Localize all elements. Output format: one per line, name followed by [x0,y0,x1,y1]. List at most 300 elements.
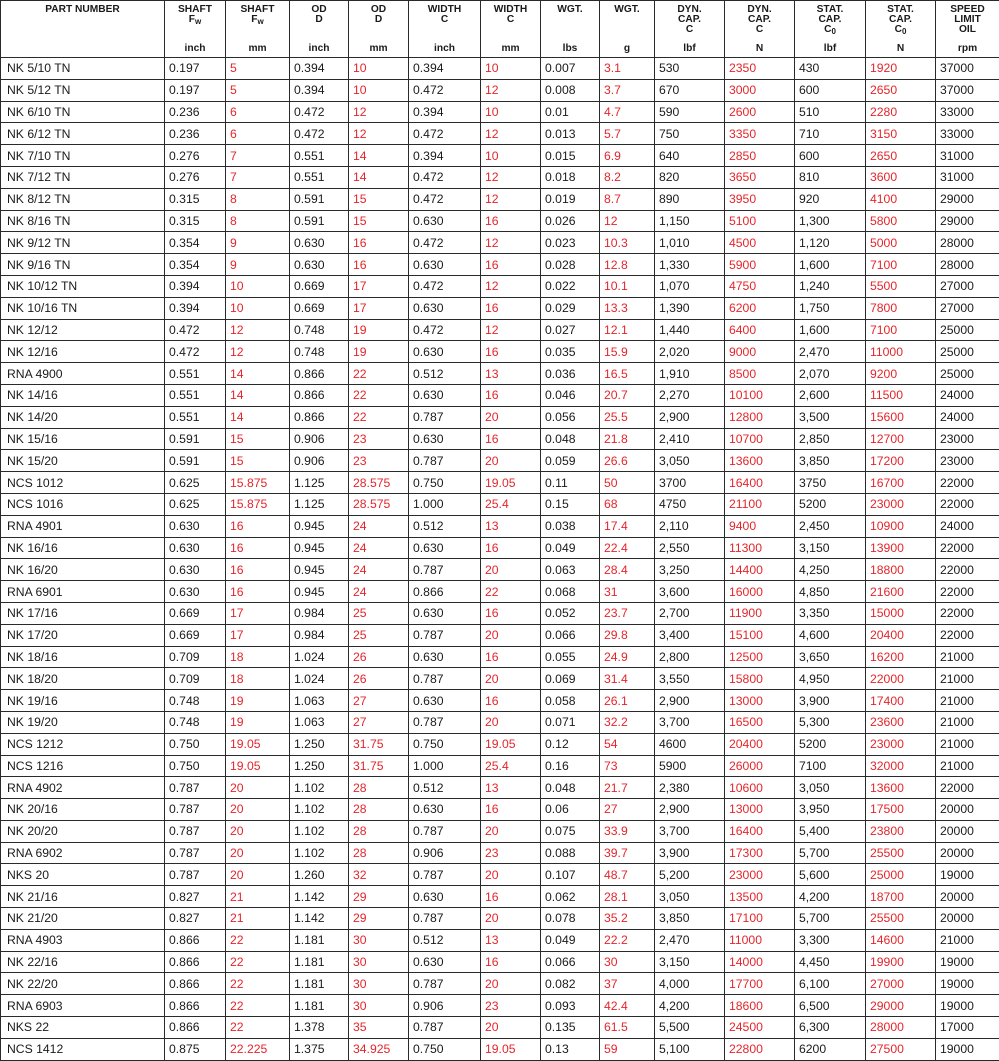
speed-limit-cell: 22000 [936,537,999,559]
speed-limit-cell: 19000 [936,951,999,973]
width-mm-cell: 20 [481,864,541,886]
part-number-cell: NK 9/12 TN [1,232,165,254]
part-number-cell: NK 18/20 [1,668,165,690]
od-mm-cell: 24 [349,581,409,603]
weight-g-cell: 23.7 [600,602,655,624]
dyn-cap-lbf-cell: 1,390 [655,297,725,319]
width-mm-cell: 13 [481,515,541,537]
stat-cap-n-cell: 13900 [866,537,936,559]
part-number-cell: RNA 6903 [1,995,165,1017]
part-number-cell: NK 5/12 TN [1,79,165,101]
dyn-cap-lbf-cell: 2,800 [655,646,725,668]
shaft-inch-cell: 0.630 [165,537,226,559]
width-inch-cell: 0.472 [409,188,481,210]
speed-limit-cell: 21000 [936,711,999,733]
od-mm-cell: 24 [349,559,409,581]
weight-g-cell: 28.1 [600,886,655,908]
shaft-inch-cell: 0.748 [165,711,226,733]
header-symbol [294,15,344,25]
header-unit: g [600,44,654,54]
dyn-cap-lbf-cell: 2,550 [655,537,725,559]
table-row [1,646,999,668]
dyn-cap-lbf-cell: 1,010 [655,232,725,254]
od-inch-cell: 0.630 [290,254,349,276]
shaft-inch-cell: 0.472 [165,319,226,341]
width-inch-cell: 0.630 [409,602,481,624]
stat-cap-lbf-cell: 2,850 [795,428,866,450]
speed-limit-cell: 24000 [936,515,999,537]
weight-lbs-cell: 0.058 [541,690,600,712]
width-mm-cell: 12 [481,123,541,145]
part-number-cell: NK 16/20 [1,559,165,581]
od-inch-cell: 1.181 [290,973,349,995]
speed-limit-cell: 24000 [936,384,999,406]
od-mm-cell: 22 [349,406,409,428]
table-row [1,929,999,951]
shaft-inch-cell: 0.472 [165,341,226,363]
speed-limit-cell: 22000 [936,493,999,515]
header-symbol [799,25,861,37]
header-unit: N [866,44,935,54]
shaft-inch-cell: 0.394 [165,275,226,297]
width-inch-cell: 0.630 [409,799,481,821]
od-inch-cell: 1.181 [290,995,349,1017]
header-unit: mm [481,44,540,54]
width-mm-cell: 16 [481,384,541,406]
width-mm-cell: 16 [481,646,541,668]
od-mm-cell: 29 [349,886,409,908]
od-mm-cell: 12 [349,123,409,145]
dyn-cap-n-cell: 3650 [725,166,795,188]
dyn-cap-n-cell: 23000 [725,864,795,886]
shaft-inch-cell: 0.827 [165,886,226,908]
speed-limit-cell: 19000 [936,864,999,886]
dyn-cap-n-cell: 10100 [725,384,795,406]
stat-cap-n-cell: 13600 [866,777,936,799]
header-unit: lbf [795,44,865,54]
speed-limit-cell: 24000 [936,406,999,428]
speed-limit-cell: 22000 [936,559,999,581]
weight-lbs-cell: 0.027 [541,319,600,341]
width-inch-cell: 0.472 [409,275,481,297]
dyn-cap-lbf-cell: 5900 [655,755,725,777]
header-label: WIDTH [485,5,536,15]
width-mm-cell: 13 [481,777,541,799]
part-number-cell: NK 15/20 [1,450,165,472]
dyn-cap-n-cell: 11000 [725,929,795,951]
part-number-cell: RNA 4903 [1,929,165,951]
weight-g-cell: 59 [600,1038,655,1060]
dyn-cap-n-cell: 17700 [725,973,795,995]
header-symbol-letter: C [756,24,763,35]
width-mm-cell: 12 [481,232,541,254]
stat-cap-lbf-cell: 600 [795,79,866,101]
table-row [1,1017,999,1039]
speed-limit-cell: 37000 [936,58,999,80]
stat-cap-lbf-cell: 4,950 [795,668,866,690]
dyn-cap-n-cell: 3350 [725,123,795,145]
shaft-inch-cell: 0.787 [165,864,226,886]
part-number-cell: NK 8/16 TN [1,210,165,232]
od-mm-cell: 10 [349,58,409,80]
shaft-inch-cell: 0.875 [165,1038,226,1060]
dyn-cap-lbf-cell: 590 [655,101,725,123]
dyn-cap-lbf-cell: 2,020 [655,341,725,363]
width-mm-cell: 12 [481,319,541,341]
dyn-cap-n-cell: 13000 [725,799,795,821]
width-mm-cell: 20 [481,908,541,930]
stat-cap-n-cell: 15600 [866,406,936,428]
table-row [1,799,999,821]
speed-limit-cell: 22000 [936,777,999,799]
speed-limit-cell: 25000 [936,319,999,341]
width-mm-cell: 20 [481,624,541,646]
stat-cap-n-cell: 3150 [866,123,936,145]
table-row [1,602,999,624]
shaft-inch-cell: 0.315 [165,188,226,210]
shaft-mm-cell: 22.225 [226,1038,290,1060]
dyn-cap-lbf-cell: 820 [655,166,725,188]
dyn-cap-n-cell: 9000 [725,341,795,363]
shaft-mm-cell: 15 [226,450,290,472]
header-symbol-subscript: w [195,17,201,26]
stat-cap-lbf-cell: 5,700 [795,842,866,864]
part-number-cell: NK 20/16 [1,799,165,821]
stat-cap-n-cell: 7100 [866,254,936,276]
header-unit: inch [409,44,480,54]
od-inch-cell: 1.125 [290,493,349,515]
od-mm-cell: 17 [349,297,409,319]
dyn-cap-lbf-cell: 2,380 [655,777,725,799]
shaft-mm-cell: 5 [226,79,290,101]
od-inch-cell: 1.102 [290,799,349,821]
header-label: STAT. [870,5,931,15]
od-inch-cell: 1.250 [290,755,349,777]
width-mm-cell: 16 [481,602,541,624]
weight-g-cell: 73 [600,755,655,777]
shaft-mm-cell: 16 [226,559,290,581]
od-mm-cell: 31.75 [349,755,409,777]
weight-lbs-cell: 0.019 [541,188,600,210]
header-symbol-letter: D [315,14,322,25]
dyn-cap-n-cell: 11300 [725,537,795,559]
shaft-mm-cell: 16 [226,537,290,559]
stat-cap-n-cell: 25500 [866,908,936,930]
dyn-cap-n-cell: 10600 [725,777,795,799]
weight-lbs-cell: 0.055 [541,646,600,668]
width-mm-cell: 13 [481,929,541,951]
width-mm-cell: 10 [481,101,541,123]
part-number-cell: NK 14/20 [1,406,165,428]
dyn-cap-n-cell: 17300 [725,842,795,864]
width-mm-cell: 12 [481,188,541,210]
width-inch-cell: 0.512 [409,363,481,385]
header-symbol [870,25,931,37]
header-unit: N [725,44,794,54]
speed-limit-cell: 28000 [936,254,999,276]
shaft-inch-cell: 0.669 [165,602,226,624]
speed-limit-cell: 22000 [936,472,999,494]
dyn-cap-n-cell: 4750 [725,275,795,297]
dyn-cap-lbf-cell: 5,100 [655,1038,725,1060]
table-row [1,254,999,276]
od-inch-cell: 0.906 [290,428,349,450]
stat-cap-lbf-cell: 2,470 [795,341,866,363]
speed-limit-cell: 21000 [936,755,999,777]
speed-limit-cell: 17000 [936,1017,999,1039]
header-symbol [413,15,476,25]
shaft-mm-cell: 14 [226,363,290,385]
stat-cap-lbf-cell: 5,700 [795,908,866,930]
width-inch-cell: 0.472 [409,232,481,254]
shaft-mm-cell: 20 [226,777,290,799]
shaft-inch-cell: 0.551 [165,363,226,385]
header-label: SHAFT [169,5,221,15]
shaft-mm-cell: 14 [226,406,290,428]
shaft-mm-cell: 5 [226,58,290,80]
dyn-cap-n-cell: 13000 [725,690,795,712]
dyn-cap-lbf-cell: 3,600 [655,581,725,603]
dyn-cap-lbf-cell: 640 [655,145,725,167]
part-number-cell: NCS 1412 [1,1038,165,1060]
table-row [1,733,999,755]
stat-cap-lbf-cell: 3,900 [795,690,866,712]
speed-limit-cell: 29000 [936,210,999,232]
od-mm-cell: 14 [349,145,409,167]
stat-cap-lbf-cell: 920 [795,188,866,210]
table-row [1,363,999,385]
od-mm-cell: 14 [349,166,409,188]
stat-cap-lbf-cell: 3,500 [795,406,866,428]
speed-limit-cell: 33000 [936,123,999,145]
width-mm-cell: 19.05 [481,1038,541,1060]
width-mm-cell: 20 [481,711,541,733]
shaft-inch-cell: 0.197 [165,58,226,80]
shaft-inch-cell: 0.630 [165,581,226,603]
weight-g-cell: 48.7 [600,864,655,886]
dyn-cap-n-cell: 16400 [725,472,795,494]
header-label: OIL [940,25,995,35]
width-inch-cell: 0.512 [409,777,481,799]
column-header-od-inch [290,1,349,58]
stat-cap-n-cell: 27000 [866,973,936,995]
part-number-cell: NK 19/20 [1,711,165,733]
stat-cap-lbf-cell: 4,200 [795,886,866,908]
dyn-cap-lbf-cell: 890 [655,188,725,210]
weight-lbs-cell: 0.135 [541,1017,600,1039]
stat-cap-n-cell: 21600 [866,581,936,603]
header-label: DYN. [729,5,790,15]
width-mm-cell: 20 [481,668,541,690]
dyn-cap-n-cell: 6400 [725,319,795,341]
part-number-cell: NK 12/12 [1,319,165,341]
weight-g-cell: 3.7 [600,79,655,101]
shaft-mm-cell: 19 [226,711,290,733]
od-mm-cell: 30 [349,995,409,1017]
header-label: WGT. [604,5,650,15]
dyn-cap-lbf-cell: 2,110 [655,515,725,537]
speed-limit-cell: 20000 [936,799,999,821]
stat-cap-lbf-cell: 3,150 [795,537,866,559]
stat-cap-n-cell: 18800 [866,559,936,581]
part-number-cell: NK 6/12 TN [1,123,165,145]
shaft-inch-cell: 0.591 [165,450,226,472]
dyn-cap-n-cell: 22800 [725,1038,795,1060]
part-number-cell: NK 8/12 TN [1,188,165,210]
dyn-cap-lbf-cell: 3,550 [655,668,725,690]
header-unit: mm [226,44,289,54]
od-inch-cell: 1.260 [290,864,349,886]
weight-lbs-cell: 0.038 [541,515,600,537]
weight-lbs-cell: 0.069 [541,668,600,690]
dyn-cap-n-cell: 14400 [725,559,795,581]
header-label: WGT. [545,5,595,15]
part-number-cell: RNA 4900 [1,363,165,385]
speed-limit-cell: 21000 [936,929,999,951]
speed-limit-cell: 37000 [936,79,999,101]
dyn-cap-n-cell: 5900 [725,254,795,276]
shaft-inch-cell: 0.630 [165,559,226,581]
dyn-cap-lbf-cell: 3700 [655,472,725,494]
width-mm-cell: 16 [481,428,541,450]
column-header-part-number [1,1,165,58]
width-mm-cell: 10 [481,145,541,167]
weight-lbs-cell: 0.022 [541,275,600,297]
dyn-cap-lbf-cell: 4,000 [655,973,725,995]
dyn-cap-n-cell: 2600 [725,101,795,123]
width-inch-cell: 0.630 [409,690,481,712]
stat-cap-n-cell: 22000 [866,668,936,690]
table-row [1,973,999,995]
dyn-cap-n-cell: 4500 [725,232,795,254]
speed-limit-cell: 21000 [936,733,999,755]
width-inch-cell: 0.630 [409,297,481,319]
part-number-cell: NKS 22 [1,1017,165,1039]
weight-g-cell: 16.5 [600,363,655,385]
shaft-mm-cell: 20 [226,864,290,886]
weight-g-cell: 61.5 [600,1017,655,1039]
stat-cap-n-cell: 27500 [866,1038,936,1060]
stat-cap-n-cell: 16700 [866,472,936,494]
od-inch-cell: 0.866 [290,384,349,406]
od-inch-cell: 1.102 [290,820,349,842]
header-label: CAP. [870,15,931,25]
table-row [1,777,999,799]
table-row [1,624,999,646]
dyn-cap-lbf-cell: 670 [655,79,725,101]
width-mm-cell: 20 [481,406,541,428]
part-number-cell: RNA 4902 [1,777,165,799]
header-label: WIDTH [413,5,476,15]
dyn-cap-n-cell: 9400 [725,515,795,537]
table-body [1,58,999,1061]
shaft-mm-cell: 8 [226,210,290,232]
speed-limit-cell: 27000 [936,297,999,319]
width-inch-cell: 0.787 [409,864,481,886]
shaft-inch-cell: 0.748 [165,690,226,712]
weight-g-cell: 12.8 [600,254,655,276]
speed-limit-cell: 22000 [936,581,999,603]
weight-g-cell: 21.7 [600,777,655,799]
part-number-cell: NK 17/16 [1,602,165,624]
width-inch-cell: 0.787 [409,711,481,733]
od-inch-cell: 1.181 [290,929,349,951]
od-inch-cell: 0.945 [290,581,349,603]
header-symbol [729,25,790,35]
weight-lbs-cell: 0.026 [541,210,600,232]
header-unit: inch [165,44,225,54]
weight-g-cell: 8.7 [600,188,655,210]
width-inch-cell: 0.787 [409,559,481,581]
od-inch-cell: 0.669 [290,297,349,319]
table-row [1,297,999,319]
stat-cap-lbf-cell: 3,300 [795,929,866,951]
stat-cap-n-cell: 19900 [866,951,936,973]
width-inch-cell: 0.787 [409,624,481,646]
header-symbol-letter: D [375,14,382,25]
dyn-cap-n-cell: 3000 [725,79,795,101]
stat-cap-n-cell: 7800 [866,297,936,319]
weight-g-cell: 31.4 [600,668,655,690]
header-symbol [659,25,720,35]
width-inch-cell: 1.000 [409,493,481,515]
width-inch-cell: 0.630 [409,384,481,406]
od-inch-cell: 0.551 [290,166,349,188]
od-mm-cell: 15 [349,188,409,210]
header-unit: inch [290,44,348,54]
od-inch-cell: 1.024 [290,668,349,690]
header-symbol-letter: C [824,24,831,35]
shaft-inch-cell: 0.669 [165,624,226,646]
dyn-cap-n-cell: 17100 [725,908,795,930]
table-row [1,1038,999,1060]
table-row [1,101,999,123]
header-unit: rpm [936,44,999,54]
width-mm-cell: 10 [481,58,541,80]
weight-lbs-cell: 0.049 [541,929,600,951]
stat-cap-lbf-cell: 5,600 [795,864,866,886]
width-mm-cell: 22 [481,581,541,603]
shaft-mm-cell: 15.875 [226,472,290,494]
weight-g-cell: 10.1 [600,275,655,297]
table-row [1,711,999,733]
width-inch-cell: 0.750 [409,472,481,494]
od-mm-cell: 32 [349,864,409,886]
stat-cap-n-cell: 16200 [866,646,936,668]
stat-cap-n-cell: 23600 [866,711,936,733]
dyn-cap-n-cell: 16000 [725,581,795,603]
shaft-mm-cell: 19.05 [226,755,290,777]
column-header-stat-cap-n [866,1,936,58]
dyn-cap-n-cell: 2350 [725,58,795,80]
dyn-cap-lbf-cell: 2,270 [655,384,725,406]
stat-cap-n-cell: 17400 [866,690,936,712]
stat-cap-lbf-cell: 3,350 [795,602,866,624]
od-inch-cell: 0.866 [290,363,349,385]
table-row [1,559,999,581]
header-symbol-letter: C [507,14,514,25]
stat-cap-lbf-cell: 430 [795,58,866,80]
od-inch-cell: 0.748 [290,341,349,363]
part-number-cell: NK 18/16 [1,646,165,668]
dyn-cap-lbf-cell: 1,330 [655,254,725,276]
od-mm-cell: 28.575 [349,493,409,515]
od-inch-cell: 1.142 [290,908,349,930]
speed-limit-cell: 20000 [936,842,999,864]
width-mm-cell: 16 [481,690,541,712]
weight-g-cell: 3.1 [600,58,655,80]
weight-g-cell: 26.1 [600,690,655,712]
